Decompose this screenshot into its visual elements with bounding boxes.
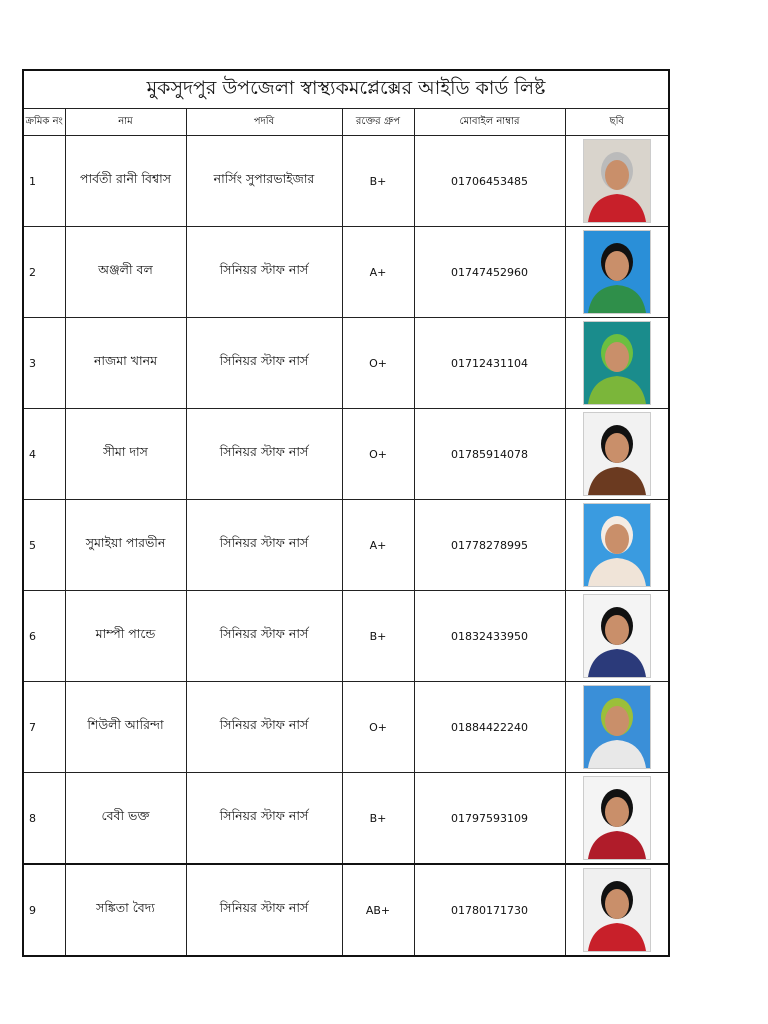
name-cell: সঙ্কিতা বৈদ্য: [65, 864, 186, 956]
portrait-image: [584, 869, 650, 951]
designation-cell: সিনিয়র স্টাফ নার্স: [186, 682, 342, 773]
portrait-image: [584, 413, 650, 495]
portrait-image: [584, 504, 650, 586]
photo-cell: [565, 227, 669, 318]
header-serial: ক্রমিক নং: [23, 109, 65, 136]
serial-cell: 3: [23, 318, 65, 409]
designation-cell: সিনিয়র স্টাফ নার্স: [186, 500, 342, 591]
serial-cell: 7: [23, 682, 65, 773]
photo-cell: [565, 136, 669, 227]
photo-cell: [565, 773, 669, 865]
mobile-cell: 01780171730: [414, 864, 565, 956]
designation-cell: সিনিয়র স্টাফ নার্স: [186, 591, 342, 682]
header-mobile: মোবাইল নাম্বার: [414, 109, 565, 136]
name-cell: মাম্পী পান্ডে: [65, 591, 186, 682]
portrait-image: [584, 322, 650, 404]
blood-group-cell: A+: [342, 500, 414, 591]
table-body: [23, 136, 669, 957]
name-cell: শিউলী আরিন্দা: [65, 682, 186, 773]
designation-cell: সিনিয়র স্টাফ নার্স: [186, 318, 342, 409]
name-cell: বেবী ভক্ত: [65, 773, 186, 865]
blood-group-cell: AB+: [342, 864, 414, 956]
serial-cell: 9: [23, 864, 65, 956]
serial-cell: 1: [23, 136, 65, 227]
photo-face: [605, 524, 629, 554]
photo-cell: [565, 864, 669, 956]
designation-cell: সিনিয়র স্টাফ নার্স: [186, 227, 342, 318]
serial-cell: 5: [23, 500, 65, 591]
staff-photo: [583, 503, 651, 587]
photo-face: [605, 889, 629, 919]
table-row: [23, 500, 669, 591]
table-row: [23, 591, 669, 682]
mobile-cell: 01706453485: [414, 136, 565, 227]
blood-group-cell: B+: [342, 591, 414, 682]
table-row: [23, 773, 669, 865]
blood-group-cell: O+: [342, 409, 414, 500]
staff-photo: [583, 230, 651, 314]
id-card-list-sheet: [22, 69, 670, 957]
page-title: মুকসুদপুর উপজেলা স্বাস্থ্যকমপ্লেক্সের আইডি কার্ড লিষ্ট: [23, 70, 669, 109]
table-row: [23, 864, 669, 956]
table-row: [23, 682, 669, 773]
photo-face: [605, 706, 629, 736]
photo-cell: [565, 591, 669, 682]
staff-photo: [583, 594, 651, 678]
mobile-cell: 01884422240: [414, 682, 565, 773]
portrait-image: [584, 686, 650, 768]
mobile-cell: 01747452960: [414, 227, 565, 318]
portrait-image: [584, 777, 650, 859]
table-row: [23, 318, 669, 409]
portrait-image: [584, 231, 650, 313]
table-row: [23, 136, 669, 227]
header-blood-group: রক্তের গ্রুপ: [342, 109, 414, 136]
photo-face: [605, 615, 629, 645]
staff-table: [22, 69, 670, 957]
photo-face: [605, 160, 629, 190]
blood-group-cell: A+: [342, 227, 414, 318]
staff-photo: [583, 321, 651, 405]
blood-group-cell: B+: [342, 136, 414, 227]
serial-cell: 4: [23, 409, 65, 500]
name-cell: পার্বতী রানী বিশ্বাস: [65, 136, 186, 227]
photo-face: [605, 797, 629, 827]
table-row: [23, 227, 669, 318]
designation-cell: নার্সিং সুপারভাইজার: [186, 136, 342, 227]
name-cell: সুমাইয়া পারভীন: [65, 500, 186, 591]
mobile-cell: 01785914078: [414, 409, 565, 500]
staff-photo: [583, 776, 651, 860]
blood-group-cell: O+: [342, 318, 414, 409]
photo-cell: [565, 409, 669, 500]
photo-cell: [565, 500, 669, 591]
mobile-cell: 01778278995: [414, 500, 565, 591]
staff-photo: [583, 412, 651, 496]
staff-photo: [583, 685, 651, 769]
serial-cell: 6: [23, 591, 65, 682]
portrait-image: [584, 140, 650, 222]
header-designation: পদবি: [186, 109, 342, 136]
photo-face: [605, 433, 629, 463]
name-cell: সীমা দাস: [65, 409, 186, 500]
photo-face: [605, 342, 629, 372]
photo-cell: [565, 682, 669, 773]
table-header-row: [23, 109, 669, 136]
table-row: [23, 409, 669, 500]
designation-cell: সিনিয়র স্টাফ নার্স: [186, 864, 342, 956]
header-name: নাম: [65, 109, 186, 136]
designation-cell: সিনিয়র স্টাফ নার্স: [186, 773, 342, 865]
mobile-cell: 01712431104: [414, 318, 565, 409]
header-photo: ছবি: [565, 109, 669, 136]
staff-photo: [583, 868, 651, 952]
portrait-image: [584, 595, 650, 677]
photo-cell: [565, 318, 669, 409]
mobile-cell: 01797593109: [414, 773, 565, 865]
blood-group-cell: B+: [342, 773, 414, 865]
designation-cell: সিনিয়র স্টাফ নার্স: [186, 409, 342, 500]
blood-group-cell: O+: [342, 682, 414, 773]
staff-photo: [583, 139, 651, 223]
name-cell: নাজমা খানম: [65, 318, 186, 409]
mobile-cell: 01832433950: [414, 591, 565, 682]
serial-cell: 2: [23, 227, 65, 318]
serial-cell: 8: [23, 773, 65, 865]
name-cell: অঞ্জলী বল: [65, 227, 186, 318]
photo-face: [605, 251, 629, 281]
